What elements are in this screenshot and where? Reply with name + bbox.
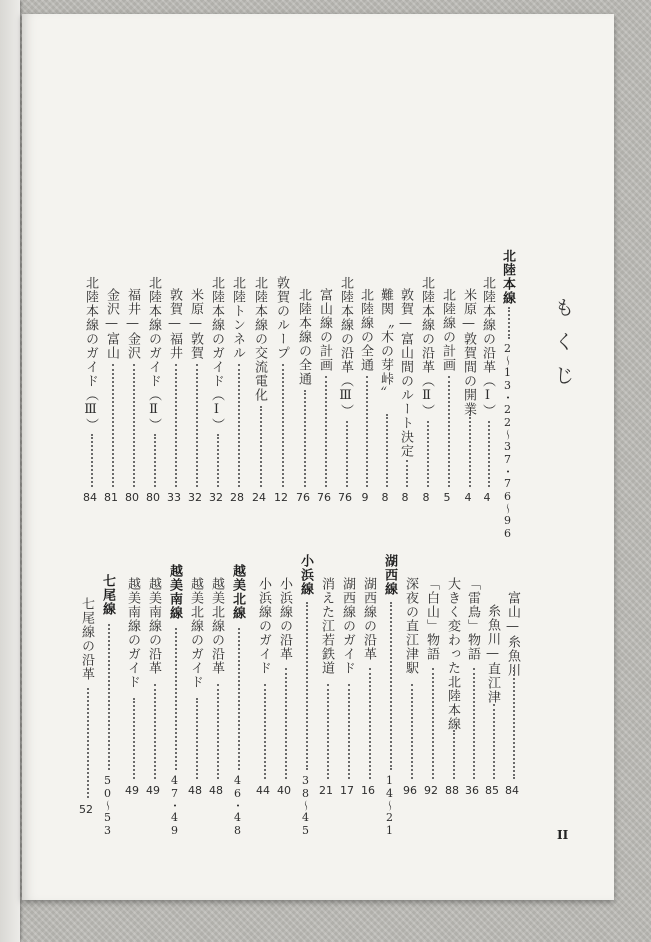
- page-ref: 38〜45: [299, 774, 312, 837]
- page-ref: 85: [485, 784, 499, 797]
- page-ref: 4: [483, 491, 491, 504]
- toc-entry: 湖西線のガイド: [340, 577, 355, 675]
- leader-dots: [488, 421, 490, 487]
- leader-dots: [327, 684, 329, 779]
- page-number: II: [557, 828, 569, 842]
- page-title: もくじ: [551, 297, 575, 399]
- leader-dots: [473, 668, 475, 779]
- leader-dots: [411, 684, 413, 779]
- leader-dots: [386, 414, 388, 487]
- toc-entry: 富山—糸魚川: [505, 591, 520, 677]
- section-heading-hokuriku: 北陸本線: [500, 249, 515, 305]
- toc-entry: 敦賀—富山間のルート決定: [398, 288, 413, 458]
- leader-dots: [390, 602, 392, 770]
- toc-entry: 小浜線のガイド: [256, 577, 271, 675]
- page-ref: 32: [209, 491, 223, 504]
- page-ref: 33: [167, 491, 181, 504]
- toc-entry: 北陸本線のガイド（Ⅰ）: [209, 276, 224, 432]
- leader-dots: [238, 628, 240, 770]
- toc-entry: 北陸本線の沿革（Ⅰ）: [480, 276, 495, 418]
- page-ref: 48: [188, 784, 202, 797]
- leader-dots: [508, 307, 510, 339]
- page-ref: 14〜21: [383, 774, 396, 837]
- page-ref: 2〜13・22〜37・76〜96: [501, 342, 514, 540]
- leader-dots: [154, 434, 156, 487]
- leader-dots: [366, 376, 368, 487]
- page-ref: 76: [296, 491, 310, 504]
- section-heading-obama: 小浜線: [298, 554, 313, 596]
- page-ref: 76: [338, 491, 352, 504]
- leader-dots: [282, 364, 284, 487]
- toc-entry: 富山線の計画: [317, 288, 332, 372]
- leader-dots: [154, 684, 156, 779]
- toc-entry: 「雷鳥」物語: [465, 577, 480, 661]
- toc-entry: 北陸トンネル: [230, 276, 245, 360]
- page-ref: 5: [443, 491, 451, 504]
- toc-entry: 湖西線の沿革: [361, 577, 376, 661]
- page-ref: 49: [146, 784, 160, 797]
- page-ref: 32: [188, 491, 202, 504]
- page-ref: 76: [317, 491, 331, 504]
- toc-entry: 北陸線の全通: [358, 288, 373, 372]
- leader-dots: [260, 406, 262, 487]
- leader-dots: [238, 364, 240, 487]
- toc-entry: 小浜線の沿革: [277, 577, 292, 661]
- facing-page-edge: [0, 0, 20, 942]
- toc-entry: 北陸線の計画: [440, 288, 455, 372]
- page-ref: 96: [403, 784, 417, 797]
- leader-dots: [406, 460, 408, 487]
- leader-dots: [108, 624, 110, 770]
- page-ref: 8: [381, 491, 389, 504]
- toc-entry: 大きく変わった北陸本線: [445, 577, 460, 731]
- leader-dots: [175, 364, 177, 487]
- toc-entry: 糸魚川—直江津: [485, 604, 500, 704]
- leader-dots: [196, 698, 198, 779]
- page-ref: 21: [319, 784, 333, 797]
- page-ref: 48: [209, 784, 223, 797]
- page-ref: 16: [361, 784, 375, 797]
- page-ref: 84: [83, 491, 97, 504]
- page-ref: 8: [422, 491, 430, 504]
- page-ref: 92: [424, 784, 438, 797]
- section-heading-etsumi-nan: 越美南線: [167, 564, 182, 620]
- page-ref: 46・48: [231, 774, 244, 837]
- toc-entry: 敦賀のループ: [274, 276, 289, 360]
- section-heading-etsumi-hoku: 越美北線: [230, 564, 245, 620]
- toc-entry: 米原—敦賀: [188, 288, 203, 360]
- leader-dots: [513, 667, 515, 779]
- leader-dots: [217, 434, 219, 487]
- leader-dots: [304, 390, 306, 487]
- leader-dots: [217, 684, 219, 779]
- page-ref: 52: [79, 803, 93, 816]
- book-page: [22, 14, 614, 900]
- leader-dots: [325, 376, 327, 487]
- leader-dots: [133, 364, 135, 487]
- page-ref: 80: [146, 491, 160, 504]
- leader-dots: [306, 602, 308, 770]
- page-ref: 36: [465, 784, 479, 797]
- leader-dots: [264, 684, 266, 779]
- section-heading-nanao: 七尾線: [100, 574, 115, 616]
- page-ref: 88: [445, 784, 459, 797]
- section-heading-kosei: 湖西線: [382, 554, 397, 596]
- page-ref: 44: [256, 784, 270, 797]
- toc-entry: 北陸本線の沿革（Ⅲ）: [338, 276, 353, 418]
- toc-entry: 「白山」物語: [424, 577, 439, 661]
- page-ref: 84: [505, 784, 519, 797]
- leader-dots: [469, 414, 471, 487]
- leader-dots: [196, 364, 198, 487]
- page-ref: 80: [125, 491, 139, 504]
- leader-dots: [432, 668, 434, 779]
- page-ref: 81: [104, 491, 118, 504]
- leader-dots: [493, 704, 495, 779]
- toc-entry: 米原—敦賀間の開業: [461, 288, 476, 416]
- toc-entry: 北陸本線のガイド（Ⅲ）: [83, 276, 98, 432]
- toc-entry: 深夜の直江津駅: [403, 577, 418, 675]
- toc-entry: 敦賀—福井: [167, 288, 182, 360]
- toc-entry: 越美南線のガイド: [125, 577, 140, 689]
- page-ref: 47・49: [168, 774, 181, 837]
- leader-dots: [91, 434, 93, 487]
- page-ref: 49: [125, 784, 139, 797]
- toc-entry: 北陸本線の全通: [296, 288, 311, 386]
- toc-entry: 難関〝木の芽峠〟: [378, 288, 393, 400]
- toc-entry: 福井—金沢: [125, 288, 140, 360]
- page-ref: 40: [277, 784, 291, 797]
- toc-entry: 越美南線の沿革: [146, 577, 161, 675]
- page-ref: 9: [361, 491, 369, 504]
- toc-entry: 消えた江若鉄道: [319, 577, 334, 675]
- page-ref: 17: [340, 784, 354, 797]
- leader-dots: [346, 421, 348, 487]
- leader-dots: [348, 684, 350, 779]
- toc-entry: 北陸本線のガイド（Ⅱ）: [146, 276, 161, 432]
- leader-dots: [285, 668, 287, 779]
- page-ref: 24: [252, 491, 266, 504]
- leader-dots: [112, 364, 114, 487]
- page-ref: 8: [401, 491, 409, 504]
- leader-dots: [133, 698, 135, 779]
- toc-entry: 北陸本線の交流電化: [252, 276, 267, 402]
- toc-entry: 越美北線のガイド: [188, 577, 203, 689]
- leader-dots: [427, 421, 429, 487]
- page-ref: 12: [274, 491, 288, 504]
- toc-entry: 七尾線の沿革: [79, 597, 94, 681]
- leader-dots: [369, 668, 371, 779]
- leader-dots: [175, 628, 177, 770]
- toc-entry: 金沢—富山: [104, 288, 119, 360]
- toc-entry: 越美北線の沿革: [209, 577, 224, 675]
- page-ref: 50〜53: [101, 774, 114, 837]
- page-ref: 28: [230, 491, 244, 504]
- leader-dots: [453, 730, 455, 779]
- toc-entry: 北陸本線の沿革（Ⅱ）: [419, 276, 434, 418]
- page-ref: 4: [464, 491, 472, 504]
- leader-dots: [448, 376, 450, 487]
- leader-dots: [87, 688, 89, 798]
